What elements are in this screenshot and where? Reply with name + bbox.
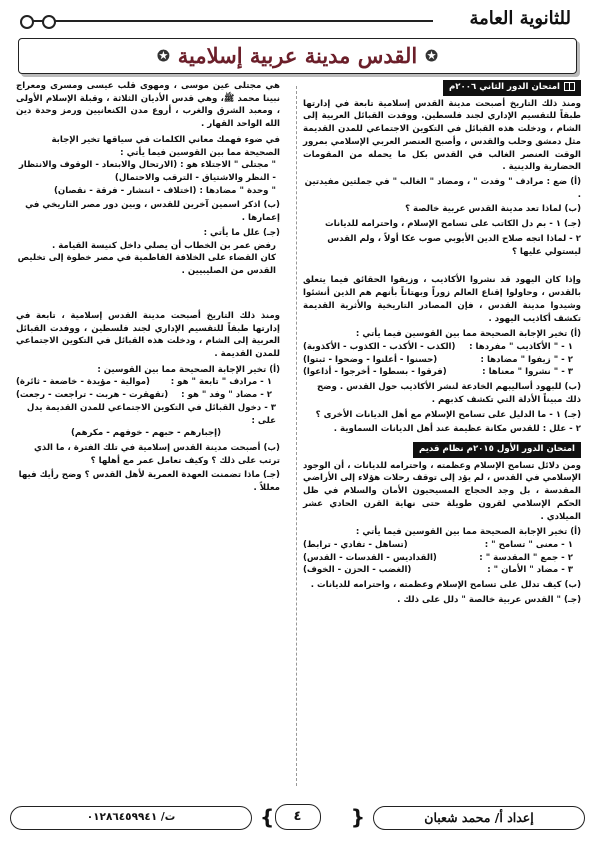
choice-prompt: ١ - مرادف " تابعة " هو :: [170, 377, 272, 388]
choice-options: (حسنوا - أعلنوا - وضحوا - ثبتوا): [303, 354, 438, 365]
choice-prompt: ١ - معنى " تسامح " :: [484, 540, 573, 550]
choice-prompt: ٢ - جمع " المقدسة " :: [479, 552, 573, 563]
header-ornament: [20, 15, 34, 29]
lesson-title-box: [18, 38, 577, 74]
choice-item: [303, 366, 581, 379]
question-c2: ٢ - لماذا اتجه صلاح الدين الأيوبي صوب عكا أولاً ، ولم القدس ليستولي عليها ؟: [327, 233, 581, 257]
question-c2: ٢ - علل : للقدس مكانة عظيمة عند أهل الديانات السماوية .: [333, 424, 581, 435]
spacer: [303, 264, 581, 274]
choice-item: [303, 539, 581, 552]
choice-item: " وحدة " مضادها : (اختلاف - انتشار - فرقة - نقصان): [53, 185, 276, 196]
lesson-title: القدس مدينة عربية إسلامية: [177, 43, 418, 69]
passage-block-tribes: [16, 310, 280, 495]
page-header: [12, 4, 583, 36]
author-credit: إعداد أ/ محمد شعبان: [373, 806, 585, 830]
exam-block-2006: [303, 80, 581, 258]
star-ornament-icon: ✪: [157, 46, 170, 65]
reason-item: كان القضاء على الخلافة الفاطمية في مصر خطوة إلى تخليص القدس من الصليبيين .: [17, 253, 276, 277]
choice-options: (الغضب - الحزن - الخوف): [303, 565, 412, 576]
column-divider: [296, 86, 297, 786]
question-a: في ضوء فهمك معاني الكلمات في سياقها تخير الإجابة الصحيحة مما بين القوسين فيما يأتي :: [51, 134, 280, 158]
passage-block-jews: [303, 274, 581, 436]
reason-item: رفض عمر بن الخطاب أن يصلي داخل كنيسة القيامة .: [51, 240, 276, 251]
spacer: [16, 284, 280, 310]
choice-options: (فرقوا - بسطوا - أخرجوا - أذاعوا): [303, 367, 447, 378]
question-a: (أ) ضع : مرادف " وفدت " ، ومضاد " الغالب " في جملتين مفيدتين .: [304, 177, 581, 200]
passage-text: ومنذ ذلك التاريخ أصبحت مدينة القدس إسلامية تابعة في إدارتها طبقاً للتقسيم الإداري لجند فلسطين. ووفدت القبائل العربية إلى الشام ، ودخلت هذه القبائل في التكوين الاجتماعي للمدن القديمة مثل دمشق وحلب والقدس ، وأصبح العنصر العربي الإسلامي بمرور الوقت العنصر الغالب في القدس بكل ما يحمله من المقومات الحضارية والدينية .: [303, 98, 581, 173]
choice-prompt: ٣ - مضاد " الأمان " :: [487, 565, 573, 576]
exam-banner: [443, 80, 581, 96]
choice-prompt: ٢ - " زيفوا " مضادها :: [480, 354, 573, 365]
choice-options: (إجبارهم - حبهم - خوفهم - مكرهم): [70, 428, 222, 439]
question-c: (جـ) ماذا تضمنت العهدة العمرية لأهل القدس ؟ وضح رأيك فيها معللاً .: [18, 470, 280, 494]
question-a: (أ) تخير الإجابة الصحيحة مما بين القوسين :: [97, 364, 280, 375]
star-ornament-icon: ✪: [425, 46, 438, 65]
question-b: (ب) كيف تدلل على تسامح الإسلام وعظمته ، واحترامه للديانات .: [310, 580, 581, 591]
question-c: (جـ) علل ما يأتي :: [203, 227, 280, 238]
choice-options: (القداديس - القدسات - القدس): [303, 552, 437, 563]
header-rule: [26, 20, 433, 22]
exam-banner: [413, 442, 581, 458]
question-b: (ب) اذكر اسمين آخرين للقدس ، وبين دور مصر التاريخي في إعمارها .: [25, 200, 280, 224]
question-c1: (جـ) ١ - ما الدليل على تسامح الإسلام مع أهل الديانات الأخرى ؟: [315, 409, 581, 420]
left-column: [16, 80, 280, 794]
book-icon: [564, 82, 575, 91]
passage-text: هي مجتلى عين موسى ، ومهوى قلب عيسى ومسرى ومعراج نبينا محمد ﷺ، وهي قدس الأديان الثلاثة ، وقبلة الإسلام الأولى ، ومعبد الشرق والغرب ، أروع مدن الكنعانيين ورمز وحدة دين الله الواحد القهار .: [16, 81, 280, 130]
choice-options: (موالية - مؤيدة - خاضعة - ثائرة): [16, 377, 150, 388]
passage-block-holy: [16, 80, 280, 278]
choice-item: [16, 376, 280, 389]
choice-item: [16, 389, 280, 402]
passage-text: ومنذ ذلك التاريخ أصبحت مدينة القدس إسلامية ، تابعة في إدارتها طبقاً للتقسيم الإداري لجند فلسطين ، ووفدت القبائل العربية إلى الشام ، ودخلت هذه القبائل في التكوين الاجتماعي للمدن القديمة .: [16, 310, 280, 359]
right-column: [303, 80, 581, 794]
choice-prompt: ٣ - " نشروا " معناها :: [482, 367, 573, 378]
choice-item: [303, 564, 581, 577]
question-c: (جـ) " القدس عربية خالصة " دلل على ذلك .: [397, 594, 581, 605]
exam-banner-label: امتحان الدور الثاني ٢٠٠٦م: [448, 82, 560, 92]
choice-prompt: ٣ - دخول القبائل في التكوين الاجتماعي للمدن القديمة يدل على :: [26, 402, 276, 426]
series-title: للثانوية العامة: [463, 6, 577, 33]
passage-text: وإذا كان اليهود قد نشروا الأكاذيب ، وزيفوا الحقائق فيما يتعلق بالقدس ، وحاولوا إقناع العالم زوراً وبهتاناً بأنهم هم الذين أنشئوا وشيدوا مدينة القدس ، فإن المصادر التاريخية والأثرية القديمة تكشف أكاذيب اليهود .: [303, 275, 581, 324]
choice-prompt: ٢ - مضاد " وفد " هو :: [181, 390, 272, 401]
page-number: ٤: [275, 804, 321, 830]
question-b: (ب) للبهود أساليبهم الخادعة لنشر الأكاذيب حول القدس . وضح ذلك مبيناً الأدلة التي تكشف كذبهم .: [317, 382, 581, 405]
choice-options: (الكذب - الأكذب - الكذوب - الأكذوبة): [303, 341, 456, 352]
exam-block-2015: [303, 442, 581, 607]
choice-options: (تقهقرت - هربت - تراجعت - رجعت): [16, 390, 169, 401]
passage-text: ومن دلائل تسامح الإسلام وعظمته ، واحترامه للديانات ، أن الوجود الإسلامي في القدس ، لم يؤد إلى توقف رحلات هؤلاء إلى الأراضي المقدسة ، بل وجد الحجاج المسيحيون الأمان والسلام في ظل الحكم الإسلامي لقرون طويلة حتى نهاية القرن الحادي عشر الميلادي .: [303, 460, 581, 522]
choice-item: [303, 552, 581, 565]
choice-item: [303, 354, 581, 367]
choice-options: (تساهل - تفادي - ترابط): [303, 540, 408, 550]
choice-prompt: ١ - " الأكاذيب " مفردها :: [469, 341, 573, 352]
header-ornament: [42, 15, 56, 29]
question-b: (ب) لماذا تعد مدينة القدس عربية خالصة ؟: [405, 204, 581, 215]
choice-item: [303, 341, 581, 354]
question-a: (أ) تخير الإجابة الصحيحة مما بين القوسين فيما يأتي :: [355, 329, 581, 340]
exam-banner-label: امتحان الدور الأول ٢٠١٥م نظام قديم: [418, 443, 575, 454]
choice-item: " مجتلى " الاجتلاء هو : (الارتحال والابتعاد - الوقوف والانتظار - النظر والاشتياق - الترقب والاحتمال): [18, 160, 276, 184]
brace-ornament: {: [350, 805, 365, 829]
question-a: (أ) تخير الإجابة الصحيحة مما بين القوسين فيما يأتي :: [355, 527, 581, 538]
phone-number: ت/ ٠١٢٨٦٤٥٩٩٤١: [10, 806, 252, 830]
page-footer: [10, 802, 585, 832]
brace-ornament: }: [260, 805, 275, 829]
question-b: (ب) أصبحت مدينة القدس إسلامية في تلك الفترة ، ما الذي ترتب على ذلك ؟ وكيف تعامل عمر مع أهلها ؟: [33, 442, 280, 466]
question-c: (جـ) ١ - بم دل الكاتب على تسامح الإسلام ، واحترامه للديانات: [325, 219, 581, 230]
